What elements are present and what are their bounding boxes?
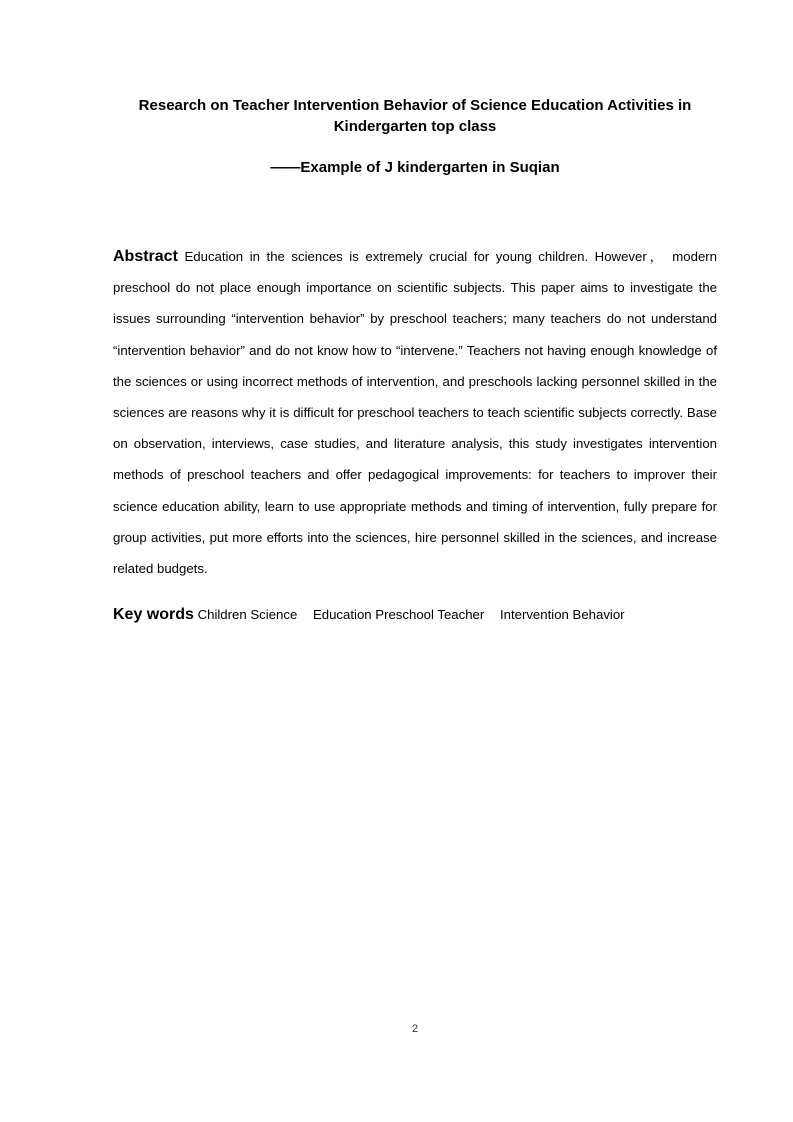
keyword-item: Intervention Behavior: [499, 607, 625, 622]
document-subtitle: ——Example of J kindergarten in Suqian: [270, 159, 560, 176]
document-title: Research on Teacher Intervention Behavior of Science Education Activities in Kindergarten top class: [138, 97, 692, 135]
keywords-line: [113, 601, 717, 629]
keywords-heading: Key words: [113, 606, 194, 623]
page-number: 2: [411, 1023, 419, 1035]
keyword-item: Education Preschool Teacher: [312, 607, 485, 622]
abstract-paragraph: [113, 241, 717, 584]
abstract-text: Education in the sciences is extremely crucial for young children. However， modern preschool do not place enough importance on scientific subjects. This paper aims to investigate the issues surrounding “intervention behavior” by preschool teachers; many teachers do not understand “intervention behavior” and do not know how to “intervene.” Teachers not having enough knowledge of the sciences or using incorrect methods of intervention, and preschools lacking personnel skilled in the sciences are reasons why it is difficult for preschool teachers to teach scientific subjects correctly. Base on observation, interviews, case studies, and literature analysis, this study investigates intervention methods of preschool teachers and offer pedagogical improvements: for teachers to improver their science education ability, learn to use appropriate methods and timing of intervention, fully prepare for group activities, put more efforts into the sciences, hire personnel skilled in the sciences, and increase related budgets.: [113, 249, 717, 577]
abstract-heading: Abstract: [113, 248, 178, 265]
keyword-item: Children Science: [197, 607, 298, 622]
